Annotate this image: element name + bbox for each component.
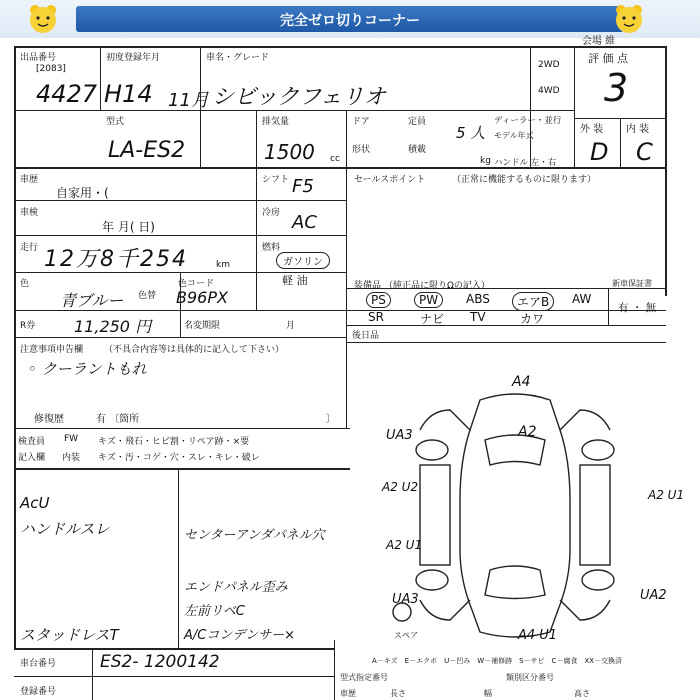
km-unit: km — [216, 260, 230, 270]
hw-right-3: 左前リベC — [184, 604, 245, 619]
equip-tv: TV — [470, 310, 486, 324]
banner-bar — [76, 6, 624, 32]
color-value: 青ブルー — [60, 291, 124, 310]
class-label: 類別区分番号 — [506, 673, 554, 682]
handle-label: ハンドル 左・右 — [494, 158, 557, 168]
model-year-label: モデル年式 — [494, 131, 534, 140]
equip-pw: PW — [414, 292, 443, 308]
length-label: 長さ — [390, 689, 406, 698]
model-label: 車名・グレード — [206, 53, 270, 63]
capacity-label: 定員 — [408, 117, 427, 127]
history-value: 自家用・( — [56, 186, 109, 200]
hw-left-1: AcU — [20, 494, 50, 512]
color-label: 色 — [20, 279, 30, 289]
width-label: 幅 — [484, 689, 492, 698]
color-change-label: 色替 — [138, 291, 157, 301]
first-reg-year: H14 — [104, 80, 153, 108]
shift-label: シフト — [262, 175, 290, 185]
cc-unit: cc — [330, 154, 340, 164]
first-reg-month: 11月 — [168, 90, 209, 111]
type-label: 型式 — [106, 117, 125, 127]
mark-a2u1-right: A2 U1 — [648, 488, 685, 502]
car-damage-diagram — [360, 370, 670, 660]
chassis-label: 車台番号 — [20, 659, 57, 669]
appraiser-label: 型式指定番号 — [340, 673, 388, 682]
mark-ua2-rear-right: UA2 — [640, 588, 667, 603]
name-change-label: 名変期限 — [184, 321, 221, 331]
mileage-value: 12万8千254 — [44, 247, 188, 272]
notes-label: 注意事項申告欄 — [20, 345, 84, 355]
hw-left-3: スタッドレスT — [20, 626, 119, 644]
mark-ua3-rear-left: UA3 — [392, 592, 419, 607]
history-label: 車歴 — [20, 175, 39, 185]
inspection-label: 車検 — [20, 208, 39, 218]
repair-value: 有 〔箇所 — [96, 414, 140, 425]
bear-mascot-icon — [612, 2, 646, 36]
interior-row: キズ・汚・コゲ・穴・スレ・キレ・破レ — [98, 453, 260, 463]
notes-text: ◦ クーラントもれ — [28, 360, 147, 378]
equipment-note: （純正品に限りΩの記入） — [384, 281, 490, 291]
ac-label: 冷房 — [262, 208, 281, 218]
height-label: 高さ — [574, 689, 590, 698]
notes-note: （不具合内容等は具体的に記入して下さい） — [104, 345, 285, 355]
equip-navi: ナビ — [420, 312, 445, 326]
warranty-label: 新車保証書 — [612, 279, 652, 288]
drive-4wd: 4WD — [538, 86, 560, 96]
interior-label: 内 装 — [626, 124, 650, 135]
name-change-value: 月 — [286, 321, 296, 331]
lot-sub: [2083] — [36, 64, 66, 74]
inspection-value: 年 月( 日) — [102, 220, 155, 234]
repair-close: 〕 — [326, 414, 336, 425]
capacity-value: 5 人 — [456, 124, 486, 142]
exterior-grade: D — [590, 138, 609, 166]
color-code-value: B96PX — [176, 288, 228, 307]
chassis-value: ES2- 1200142 — [100, 652, 220, 672]
fw-head: FW — [64, 434, 79, 444]
lot-number: 4427 — [36, 80, 98, 108]
lot-label: 出品番号 — [20, 53, 57, 63]
fuel-label: 燃料 — [262, 243, 281, 253]
equip-sr: SR — [368, 310, 384, 324]
hw-right-2: エンドパネル歪み — [184, 580, 288, 595]
recycle-label: R券 — [20, 321, 36, 331]
displacement-label: 排気量 — [262, 117, 290, 127]
cert-label: 車歴 — [340, 689, 356, 698]
doors-label: ドア — [352, 117, 370, 127]
mark-a4u1-rear: A4 U1 — [518, 628, 558, 643]
reg-label: 登録番号 — [20, 687, 57, 697]
displacement-value: 1500 — [264, 140, 315, 164]
banner-title: 完全ゼロ切りコーナー — [280, 13, 420, 29]
equip-airbag: エアB — [512, 292, 554, 311]
color-code-label: 色コード — [178, 279, 215, 289]
mark-a2u2-left: A2 U2 — [382, 480, 419, 494]
venue-text: 会場 維 — [582, 36, 616, 47]
mark-ua3-front-left: UA3 — [386, 428, 413, 443]
drive-2wd: 2WD — [538, 60, 560, 70]
equip-abs: ABS — [466, 292, 490, 306]
damage-legend: A－キズ E－エクボ U－凹み W－補修跡 S－サビ C－腐食 XX－交換済 — [372, 657, 623, 665]
first-reg-label: 初度登録年月 — [106, 53, 161, 63]
warranty-value: 有 ・ 無 — [618, 302, 657, 314]
equip-leather: カワ — [520, 312, 545, 326]
mark-a2u1-left: A2 U1 — [386, 538, 423, 552]
interior-grade: C — [636, 138, 653, 166]
type-value: LA-ES2 — [108, 138, 186, 163]
load-label: 積載 — [408, 145, 427, 155]
equip-aw: AW — [572, 292, 592, 306]
hw-right-4: A/Cコンデンサー× — [184, 628, 295, 643]
repair-label: 修復歴 — [34, 414, 64, 425]
hw-right-1: センターアンダパネル穴 — [184, 528, 325, 543]
fw-row: キズ・飛石・ヒビ割・リペア跡・×要 — [98, 437, 250, 447]
model-name: シビックフェリオ — [212, 85, 386, 110]
mark-a2-hood: A2 — [518, 424, 537, 440]
kg-unit: kg — [480, 156, 491, 166]
equipment-label: 装備品 — [354, 281, 382, 291]
rear-seat-label: 後日品 — [352, 331, 380, 341]
grade-value: 3 — [604, 66, 629, 110]
entry-label: 記入欄 — [18, 453, 46, 463]
bear-mascot-icon — [26, 2, 60, 36]
dealer-label: ディーラー・並行 — [494, 116, 562, 126]
mileage-label: 走行 — [20, 243, 39, 253]
hw-left-2: ハンドルスレ — [20, 520, 110, 538]
inspector-label: 検査員 — [18, 437, 46, 447]
body-label: 形状 — [352, 145, 371, 155]
sales-point-label: セールスポイント — [354, 175, 426, 185]
sales-point-note: （正常に機能するものに限ります） — [452, 175, 597, 185]
exterior-label: 外 装 — [580, 124, 604, 135]
mark-a4-front: A4 — [512, 374, 531, 390]
equip-ps: PS — [366, 292, 391, 308]
recycle-value: 11,250 円 — [74, 317, 152, 336]
fuel-gasoline: ガソリン — [276, 252, 330, 269]
shift-value: F5 — [292, 176, 314, 197]
ac-value: AC — [292, 212, 317, 233]
fuel-diesel: 軽 油 — [282, 274, 308, 287]
spare-label: スペア — [394, 631, 418, 640]
interior-head: 内装 — [62, 453, 81, 463]
grade-label: 評 価 点 — [588, 52, 628, 65]
